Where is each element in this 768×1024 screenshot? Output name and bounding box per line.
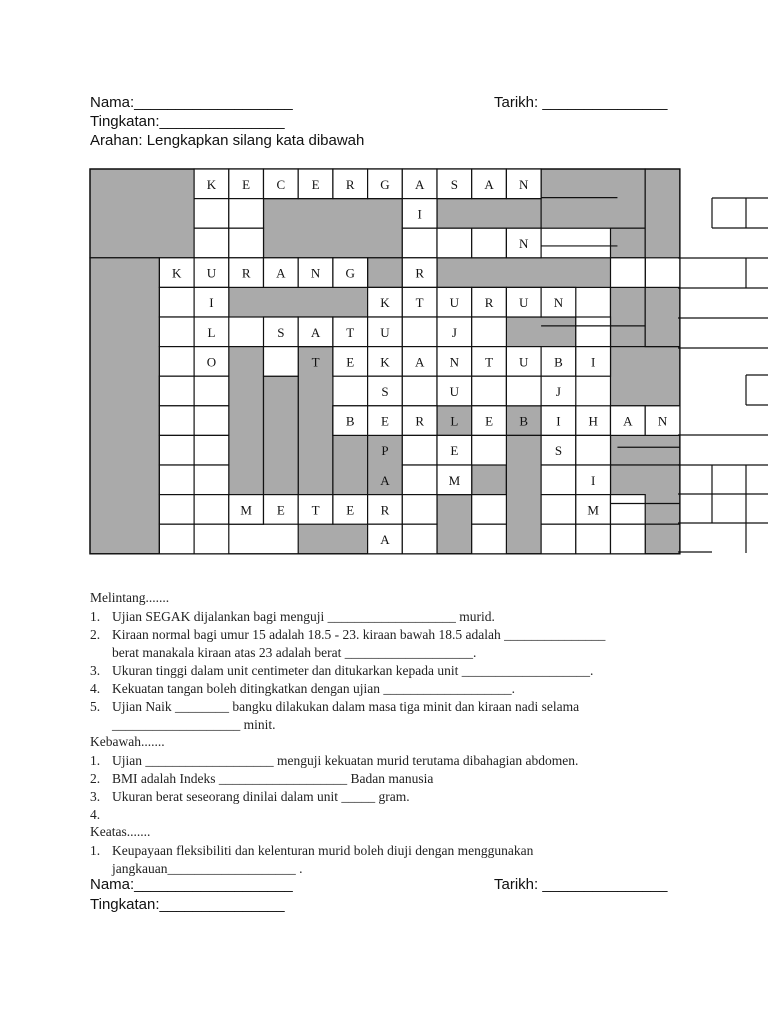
shaded-block — [611, 435, 680, 465]
keatas-clue-1: 1. Keupayaan fleksibiliti dan kelenturan murid boleh diuji dengan menggunakan — [90, 843, 534, 858]
grid-letter: R — [415, 265, 424, 281]
grid-cell — [541, 495, 576, 525]
footer-tarikh-label: Tarikh: _______________ — [494, 876, 668, 893]
grid-cell — [194, 199, 229, 229]
tarikh-label: Tarikh: _______________ — [494, 94, 668, 111]
shaded-block — [645, 287, 680, 346]
grid-letter: K — [172, 265, 182, 281]
grid-letter: N — [657, 413, 668, 429]
grid-letter: A — [414, 176, 425, 192]
grid-letter: A — [623, 413, 633, 429]
nama-label: Nama:___________________ — [90, 94, 293, 111]
grid-letter: E — [450, 443, 459, 459]
grid-letter: B — [554, 354, 563, 370]
grid-cell — [159, 376, 194, 406]
grid-letter: A — [380, 472, 390, 488]
shaded-block — [264, 376, 299, 494]
grid-letter: J — [451, 324, 457, 340]
grid-cell — [229, 228, 264, 258]
grid-letter: I — [590, 354, 596, 370]
grid-cell — [402, 228, 437, 258]
grid-letter: N — [449, 354, 460, 370]
grid-letter: N — [310, 265, 321, 281]
grid-cell — [611, 258, 646, 288]
grid-letter: R — [380, 502, 390, 518]
grid-cell — [472, 495, 507, 525]
shaded-block — [229, 287, 368, 317]
grid-letter: I — [556, 413, 561, 429]
kebawah-clue-3: 3. Ukuran berat seseorang dinilai dalam unit _____ gram. — [90, 789, 410, 804]
grid-cell — [611, 495, 646, 525]
shaded-block — [611, 287, 646, 346]
kebawah-clue-1: 1. Ujian ___________________ menguji kekuatan murid terutama dibahagian abdomen. — [90, 753, 579, 768]
grid-letter: I — [417, 206, 422, 222]
melintang-clue-2: 2. Kiraan normal bagi umur 15 adalah 18.5 - 23. kiraan bawah 18.5 adalah _______________ — [90, 627, 606, 642]
shaded-block — [90, 258, 159, 554]
grid-letter: E — [485, 413, 494, 429]
grid-cell — [159, 287, 194, 317]
grid-letter: E — [311, 176, 320, 192]
grid-cell — [541, 524, 576, 554]
grid-letter: S — [554, 443, 563, 459]
grid-letter: A — [484, 176, 494, 192]
grid-cell — [506, 376, 541, 406]
grid-cell — [159, 465, 194, 495]
grid-cell — [472, 435, 507, 465]
arahan-label: Arahan: Lengkapkan silang kata dibawah — [90, 132, 365, 149]
grid-cell — [402, 376, 437, 406]
melintang-clue-5-cont: ___________________ minit. — [112, 717, 276, 732]
grid-cell — [159, 406, 194, 436]
grid-cell — [194, 435, 229, 465]
grid-letter: U — [519, 295, 529, 311]
grid-cell — [541, 465, 576, 495]
grid-letter: U — [449, 384, 460, 399]
grid-cell — [472, 317, 507, 347]
grid-letter: T — [485, 354, 494, 370]
grid-cell — [159, 317, 194, 347]
grid-cell — [194, 228, 229, 258]
grid-letter: A — [414, 354, 425, 370]
grid-letter: U — [519, 354, 529, 370]
shaded-block — [645, 169, 680, 258]
grid-letter: I — [590, 472, 596, 488]
footer-tingkatan-label: Tingkatan:_______________ — [90, 896, 285, 913]
grid-letter: T — [415, 295, 424, 311]
grid-letter: B — [345, 413, 355, 429]
grid-letter: R — [415, 413, 424, 429]
grid-letter: A — [310, 324, 321, 340]
grid-letter: N — [519, 176, 529, 192]
grid-letter: K — [206, 176, 217, 192]
grid-letter: A — [380, 532, 390, 547]
grid-cell — [159, 524, 194, 554]
grid-cell — [472, 228, 507, 258]
grid-cell — [194, 465, 229, 495]
shaded-block — [90, 169, 194, 258]
grid-cell — [159, 435, 194, 465]
grid-cell — [194, 524, 229, 554]
grid-letter: K — [380, 354, 390, 370]
footer-nama-label: Nama:___________________ — [90, 876, 293, 893]
grid-letter: T — [346, 324, 355, 340]
grid-letter: M — [587, 502, 599, 518]
grid-letter: U — [380, 324, 390, 340]
grid-letter: M — [240, 502, 252, 518]
grid-letter: A — [276, 265, 286, 281]
grid-letter: N — [519, 236, 529, 251]
grid-cell — [159, 347, 194, 377]
grid-cell — [402, 465, 437, 495]
grid-letter: E — [242, 176, 251, 192]
grid-letter: S — [381, 384, 389, 399]
grid-letter: B — [519, 413, 529, 429]
melintang-clue-4: 4. Kekuatan tangan boleh ditingkatkan dengan ujian ___________________. — [90, 681, 516, 696]
grid-letter: I — [209, 295, 214, 311]
grid-cell — [576, 317, 611, 347]
grid-letter: O — [206, 354, 217, 370]
kebawah-title: Kebawah....... — [90, 734, 165, 749]
grid-cell — [576, 435, 611, 465]
melintang-clue-3: 3. Ukuran tinggi dalam unit centimeter dan ditukarkan kepada unit ___________________. — [90, 663, 594, 678]
shaded-block — [611, 347, 680, 406]
grid-letter: T — [311, 502, 320, 518]
tingkatan-label: Tingkatan:_______________ — [90, 113, 285, 130]
grid-cell — [194, 406, 229, 436]
shaded-block — [506, 317, 575, 347]
grid-cell — [576, 524, 611, 554]
grid-letter: E — [276, 502, 285, 518]
grid-letter: H — [588, 413, 598, 429]
grid-letter: N — [553, 295, 564, 311]
grid-cell — [194, 495, 229, 525]
grid-cell — [472, 376, 507, 406]
grid-letter: R — [345, 176, 355, 192]
grid-letter: L — [450, 413, 459, 429]
shaded-block — [645, 524, 680, 554]
grid-letter: L — [207, 324, 216, 340]
melintang-clue-5: 5. Ujian Naik ________ bangku dilakukan dalam masa tiga minit dan kiraan nadi selama — [90, 699, 580, 714]
grid-letter: E — [380, 413, 389, 429]
grid-letter: R — [241, 265, 251, 281]
grid-letter: U — [449, 295, 460, 311]
shaded-block — [437, 495, 472, 554]
shaded-block — [264, 199, 403, 258]
grid-letter: S — [277, 324, 285, 340]
shaded-block — [368, 258, 403, 288]
melintang-title: Melintang....... — [90, 590, 170, 605]
grid-cell — [472, 524, 507, 554]
grid-cell — [194, 376, 229, 406]
grid-letter: M — [448, 472, 461, 488]
melintang-clue-2-cont: berat manakala kiraan atas 23 adalah berat ___________________. — [112, 645, 477, 660]
melintang-clue-1: 1. Ujian SEGAK dijalankan bagi menguji ___________________ murid. — [90, 609, 495, 624]
grid-cell — [402, 495, 437, 525]
grid-letter: G — [380, 176, 390, 192]
grid-cell — [159, 495, 194, 525]
shaded-block — [437, 199, 541, 229]
grid-cell — [264, 347, 299, 377]
grid-letter: T — [311, 354, 320, 370]
keatas-clue-1-cont: jangkauan___________________ . — [112, 861, 303, 876]
grid-letter: E — [346, 354, 355, 370]
grid-letter: J — [555, 384, 561, 399]
grid-cell — [611, 524, 646, 554]
grid-letter: G — [345, 265, 355, 281]
grid-letter: U — [206, 265, 217, 281]
grid-cell — [402, 524, 437, 554]
grid-letter: K — [380, 295, 390, 311]
grid-cell — [402, 317, 437, 347]
keatas-title: Keatas....... — [90, 824, 151, 839]
grid-letter: S — [450, 176, 458, 192]
kebawah-clue-4: 4. — [90, 807, 101, 822]
grid-cell — [229, 199, 264, 229]
grid-letter: C — [276, 176, 286, 192]
grid-letter: E — [346, 502, 355, 518]
grid-cell — [437, 228, 472, 258]
grid-cell — [402, 435, 437, 465]
grid-letter: P — [381, 443, 389, 459]
kebawah-clue-2: 2. BMI adalah Indeks ___________________ Badan manusia — [90, 771, 434, 786]
shaded-block — [541, 169, 645, 228]
grid-letter: R — [484, 295, 494, 311]
